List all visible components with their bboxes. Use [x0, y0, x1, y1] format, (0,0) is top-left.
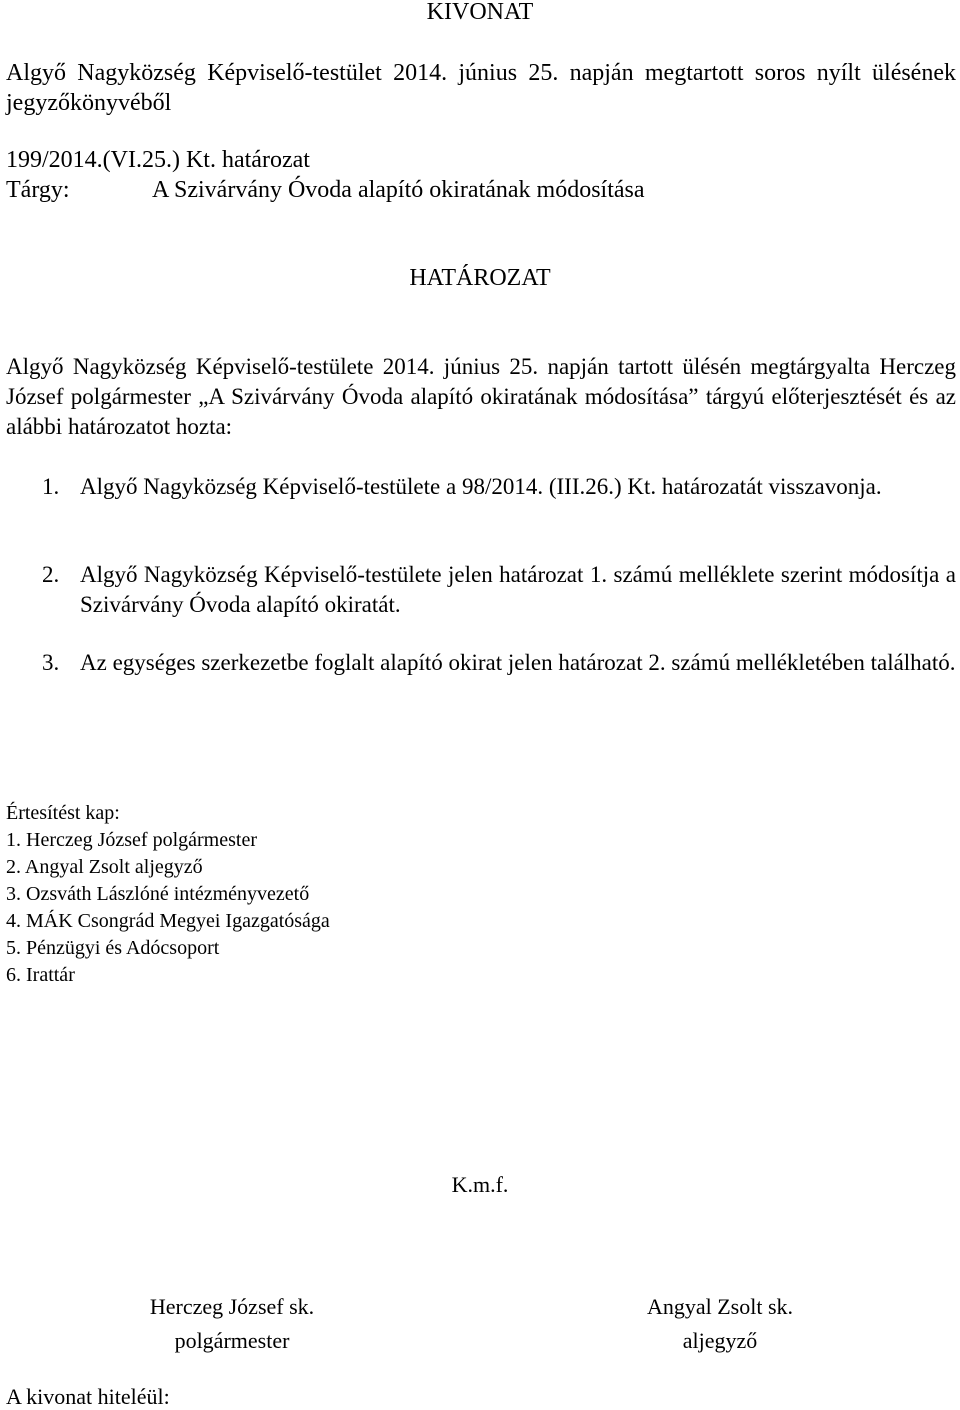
resolution-number: 199/2014.(VI.25.) Kt. határozat	[6, 147, 310, 173]
recipient-item: 4. MÁK Csongrád Megyei Igazgatósága	[6, 910, 330, 932]
item-text: Az egységes szerkezetbe foglalt alapító okirat jelen határozat 2. számú mellékletében található.	[80, 650, 956, 675]
signature-block-mayor	[72, 1290, 392, 1358]
recipient-item: 6. Irattár	[6, 964, 75, 986]
item-number: 2.	[42, 562, 60, 587]
signatory-name: Angyal Zsolt sk.	[646, 1294, 794, 1319]
recipient-item: 2. Angyal Zsolt aljegyző	[6, 856, 203, 878]
notification-heading: Értesítést kap:	[6, 802, 120, 824]
resolution-item	[6, 472, 956, 502]
item-text: Algyő Nagyközség Képviselő-testülete jelen határozat 1. számú melléklete szerint módosítja a Szivárvány Óvoda alapító okiratát.	[80, 562, 956, 617]
signatory-title: aljegyző	[682, 1328, 758, 1353]
signatory-name: Herczeg József sk.	[149, 1294, 315, 1319]
notification-list	[6, 800, 330, 989]
recipient-item: 3. Ozsváth Lászlóné intézményvezető	[6, 883, 310, 905]
signature-block-notary	[560, 1290, 880, 1358]
resolution-paragraph: Algyő Nagyközség Képviselő-testülete 2014. június 25. napján tartott ülésén megtárgyalta Herczeg József polgármester „A Szivárvány Óvoda alapító okiratának módosítása” tárgyú előterjesztését és az alábbi határozatot hozta:	[6, 354, 956, 439]
resolution-heading: HATÁROZAT	[409, 265, 551, 291]
subject-line	[6, 176, 956, 204]
document-title: KIVONAT	[426, 0, 534, 25]
intro-text: Algyő Nagyközség Képviselő-testület 2014. június 25. napján megtartott soros nyílt ülésének jegyzőkönyvéből	[6, 60, 956, 116]
certification-line: A kivonat hiteléül:	[6, 1384, 170, 1409]
item-number: 3.	[42, 650, 60, 675]
subject-label: Tárgy:	[6, 177, 70, 203]
item-number: 1.	[42, 474, 60, 499]
item-text: Algyő Nagyközség Képviselő-testülete a 98/2014. (III.26.) Kt. határozatát visszavonja.	[80, 474, 882, 499]
resolution-item	[6, 648, 956, 678]
kmf-label: K.m.f.	[451, 1172, 509, 1197]
recipient-item: 5. Pénzügyi és Adócsoport	[6, 937, 220, 959]
recipient-item: 1. Herczeg József polgármester	[6, 829, 257, 851]
resolution-item	[6, 560, 956, 620]
signatory-title: polgármester	[174, 1328, 290, 1353]
subject-text: A Szivárvány Óvoda alapító okiratának módosítása	[152, 177, 645, 203]
